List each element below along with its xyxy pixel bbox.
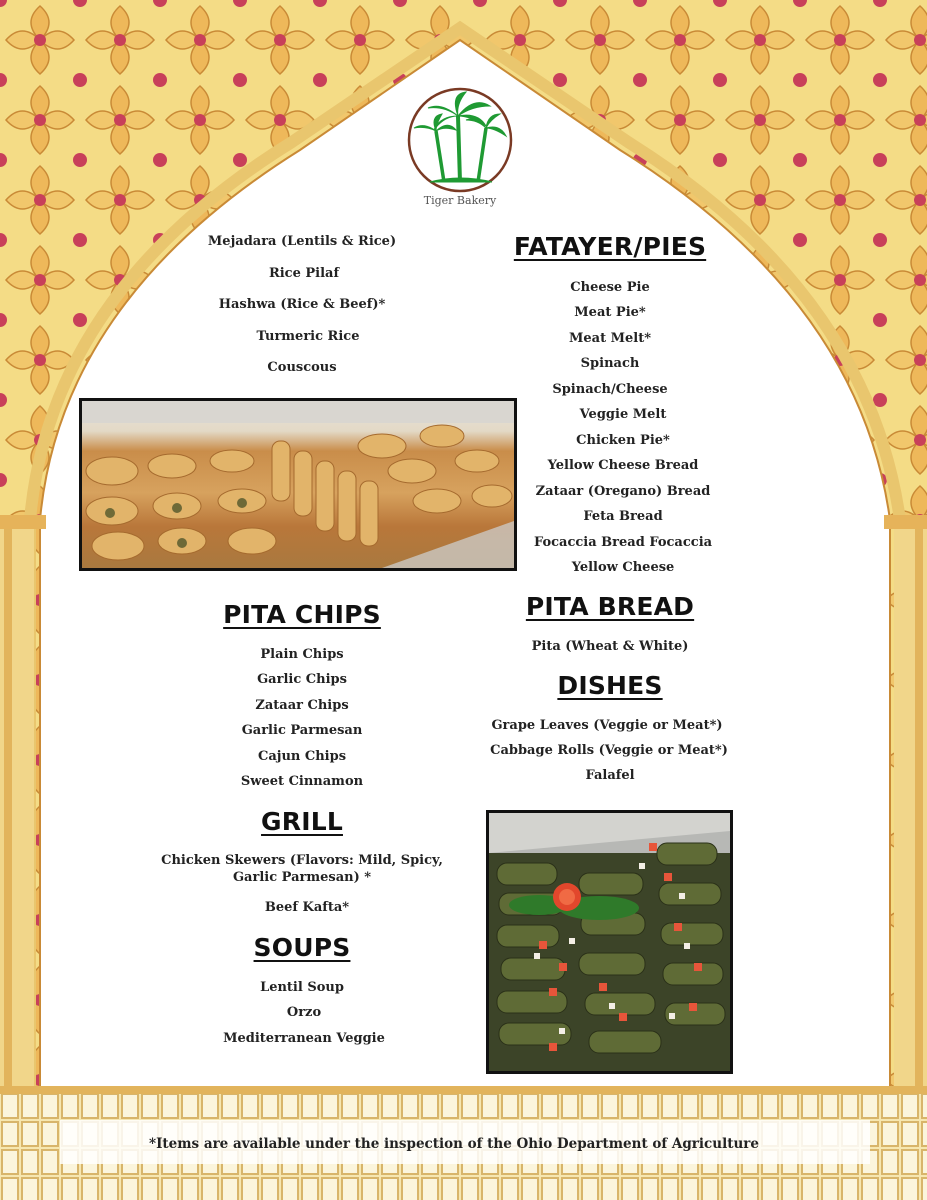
menu-item: Cheese Pie bbox=[570, 280, 650, 295]
menu-item: Garlic Chips bbox=[257, 672, 347, 687]
menu-item: Rice Pilaf bbox=[268, 266, 340, 281]
menu-item: Veggie Melt bbox=[579, 407, 667, 422]
menu-item: Chicken Pie* bbox=[576, 433, 670, 448]
menu-item: Couscous bbox=[267, 360, 337, 375]
menu-item: Mejadara (Lentils & Rice) bbox=[207, 234, 397, 249]
menu-item: Chicken Skewers (Flavors: Mild, Spicy, bbox=[161, 853, 443, 868]
section-heading-fatayer: FATAYER/PIES bbox=[513, 232, 707, 261]
menu-item: Pita (Wheat & White) bbox=[531, 639, 689, 654]
menu-item: Grape Leaves (Veggie or Meat*) bbox=[491, 718, 723, 733]
pastries-display-photo bbox=[79, 398, 517, 571]
menu-item: Falafel bbox=[585, 768, 635, 783]
menu-item: Spinach/Cheese bbox=[552, 382, 668, 397]
grape-leaves-photo bbox=[486, 810, 733, 1074]
section-heading-grill: GRILL bbox=[261, 807, 343, 836]
brand-name: Tiger Bakery bbox=[423, 194, 497, 207]
menu-item: Garlic Parmesan) * bbox=[232, 870, 372, 885]
menu-item: Meat Melt* bbox=[568, 331, 652, 346]
menu-item: Yellow Cheese bbox=[571, 560, 675, 575]
menu-item: Cajun Chips bbox=[257, 749, 347, 764]
section-heading-dishes: DISHES bbox=[557, 671, 663, 700]
tiger-bakery-logo bbox=[406, 86, 514, 194]
section-heading-soups: SOUPS bbox=[253, 933, 351, 962]
menu-item: Spinach bbox=[580, 356, 640, 371]
menu-item: Mediterranean Veggie bbox=[223, 1031, 385, 1046]
menu-item: Zataar (Oregano) Bread bbox=[535, 484, 711, 499]
menu-item: Orzo bbox=[286, 1005, 322, 1020]
section-heading-pita-bread: PITA BREAD bbox=[525, 592, 695, 621]
menu-item: Hashwa (Rice & Beef)* bbox=[218, 297, 386, 312]
menu-item: Yellow Cheese Bread bbox=[547, 458, 699, 473]
menu-item: Cabbage Rolls (Veggie or Meat*) bbox=[490, 743, 728, 758]
menu-item: Zataar Chips bbox=[255, 698, 349, 713]
inspection-footnote: *Items are available under the inspection of the Ohio Department of Agriculture bbox=[149, 1136, 759, 1152]
menu-item: Beef Kafta* bbox=[264, 900, 350, 915]
menu-item: Meat Pie* bbox=[574, 305, 646, 320]
menu-item: Focaccia Bread Focaccia bbox=[533, 535, 713, 550]
menu-item: Plain Chips bbox=[260, 647, 344, 662]
menu-item: Garlic Parmesan bbox=[241, 723, 363, 738]
section-heading-pita-chips: PITA CHIPS bbox=[223, 600, 381, 629]
menu-item: Feta Bread bbox=[583, 509, 663, 524]
menu-item: Sweet Cinnamon bbox=[240, 774, 364, 789]
menu-item: Turmeric Rice bbox=[256, 329, 360, 344]
menu-item: Lentil Soup bbox=[260, 980, 344, 995]
